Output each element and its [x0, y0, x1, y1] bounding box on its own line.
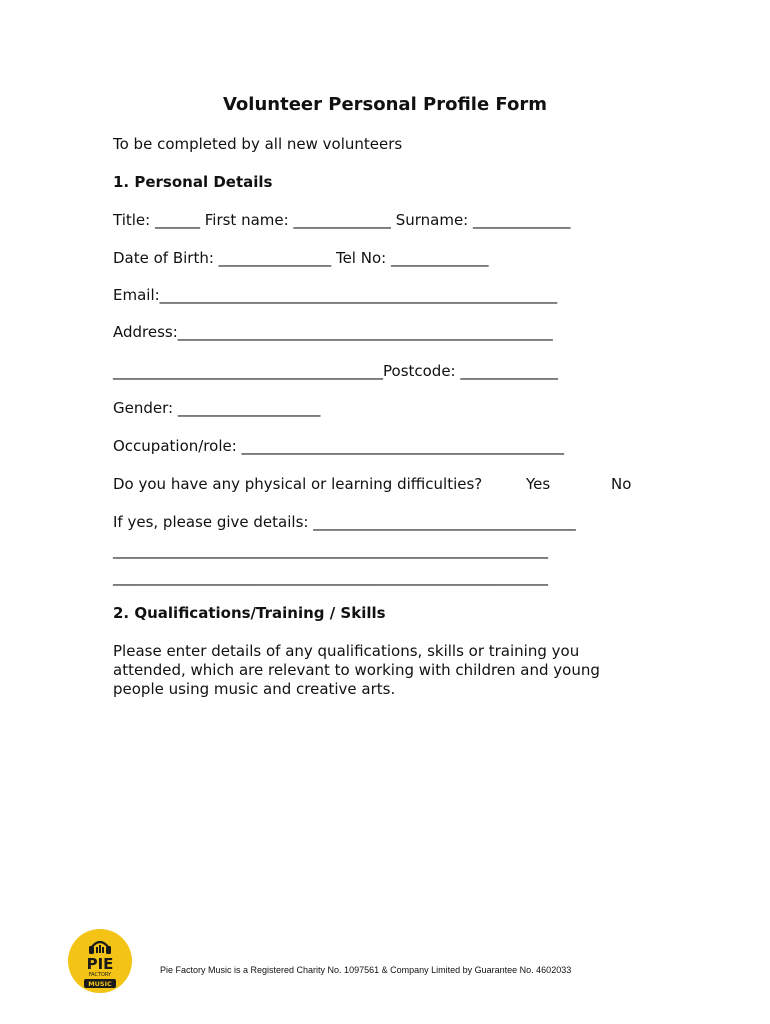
difficulties-question: Do you have any physical or learning difficulties?	[113, 475, 483, 493]
difficulties-no-option: No	[611, 475, 632, 493]
qualifications-paragraph-line: Please enter details of any qualifications, skills or training you	[113, 642, 580, 660]
logo-text-music: MUSIC	[88, 980, 112, 988]
qualifications-paragraph-line: attended, which are relevant to working with children and young	[113, 661, 600, 679]
section-heading-qualifications: 2. Qualifications/Training / Skills	[113, 604, 386, 622]
difficulties-yes-option: Yes	[526, 475, 551, 493]
dob-tel-line: Date of Birth: _______________ Tel No: _____________	[113, 249, 489, 267]
title-name-surname-line: Title: ______ First name: _____________ Surname: _____________	[113, 211, 571, 229]
address-line: Address:__________________________________________________	[113, 323, 553, 341]
if-yes-details-line: If yes, please give details: ___________________________________	[113, 513, 576, 531]
qualifications-paragraph	[113, 642, 633, 699]
address-postcode-line: ____________________________________Postcode: _____________	[113, 362, 558, 380]
pie-factory-music-logo	[67, 928, 133, 994]
logo-text-pie: PIE	[86, 955, 114, 973]
occupation-line: Occupation/role: ___________________________________________	[113, 437, 565, 455]
email-line: Email:_____________________________________________________	[113, 286, 558, 304]
details-blank-line-2: __________________________________________________________	[113, 568, 548, 586]
gender-line: Gender: ___________________	[113, 399, 321, 417]
section-heading-personal-details: 1. Personal Details	[113, 173, 273, 191]
footer-charity-text: Pie Factory Music is a Registered Charity No. 1097561 & Company Limited by Guarantee No. 4602033	[160, 965, 572, 975]
details-blank-line-1: __________________________________________________________	[113, 541, 548, 559]
qualifications-paragraph-line: people using music and creative arts.	[113, 680, 396, 698]
page-title: Volunteer Personal Profile Form	[222, 94, 548, 115]
intro-text: To be completed by all new volunteers	[113, 135, 403, 153]
logo-text-factory: FACTORY	[88, 972, 112, 978]
